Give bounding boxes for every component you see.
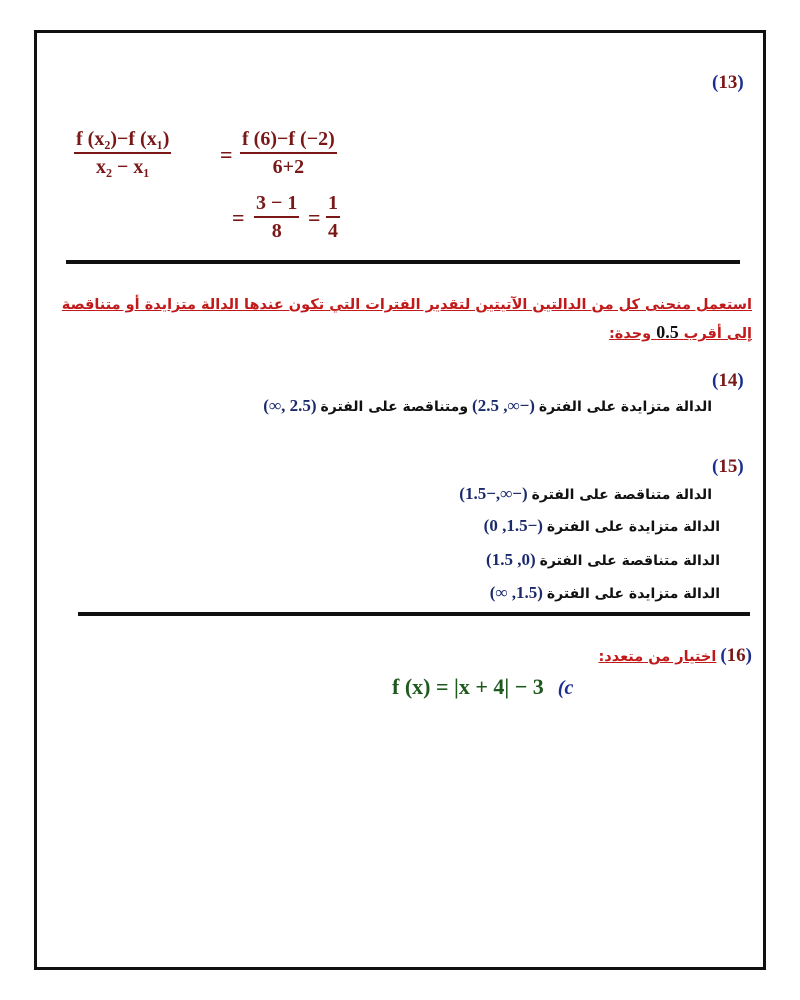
interval: (−∞,−1.5) [459,484,528,503]
step-numerator: 3 − 1 [254,192,299,218]
question-14-answer: الدالة متزايدة على الفترة (−∞, 2.5) ومتناقصة على الفترة (2.5 ,∞) [263,396,712,415]
question-15-line: الدالة متزايدة على الفترة (1.5, ∞) [489,583,720,602]
interval: (2.5 ,∞) [263,396,317,415]
rhs-numerator: f (6)−f (−2) [240,128,337,154]
question-15-line: الدالة متناقصة على الفترة (−∞,−1.5) [459,484,712,503]
step-fraction [254,192,299,242]
question-16-answer [392,674,573,700]
interval: (1.5, ∞) [489,583,543,602]
rhs-denominator: 6+2 [272,156,305,178]
interval: (0, 1.5) [486,550,536,569]
answer-formula: f (x) = |x + 4| − 3 [392,674,544,699]
result-denominator: 4 [328,220,338,242]
section-divider [66,260,740,264]
question-15-line: الدالة متزايدة على الفترة (−1.5, 0) [483,516,720,535]
slope-formula-lhs [74,128,171,178]
slope-formula-rhs [240,128,337,178]
question-15-number: (15) [712,456,744,477]
question-14-number: (14) [712,370,744,391]
question-13-number: (13) [712,72,744,93]
question-16-title: اختيار من متعدد: [598,649,717,665]
lhs-denominator: x₂ − x₁ [95,156,150,178]
equals-sign: = [220,142,233,167]
interval: (−1.5, 0) [483,516,543,535]
step-denominator: 8 [271,220,282,242]
question-15-line: الدالة متناقصة على الفترة (0, 1.5) [486,550,720,569]
answer-option: (c [557,677,574,699]
equals-sign: = [232,205,245,230]
section-divider [78,612,750,616]
interval: (−∞, 2.5) [472,396,535,415]
instruction-line-2: إلى أقرب 0.5 وحدة: [608,322,752,342]
equals-sign: = [308,205,321,230]
question-16-header: (16) اختيار من متعدد: [598,645,752,666]
instruction-line-1: استعمل منحنى كل من الدالتين الآتيتين لتقدير الفترات التي تكون عندها الدالة متزايدة أو متناقصة [61,297,752,313]
result-numerator: 1 [326,192,340,218]
result-fraction [326,192,340,242]
lhs-numerator: f (x₂)−f (x₁) [74,128,171,154]
